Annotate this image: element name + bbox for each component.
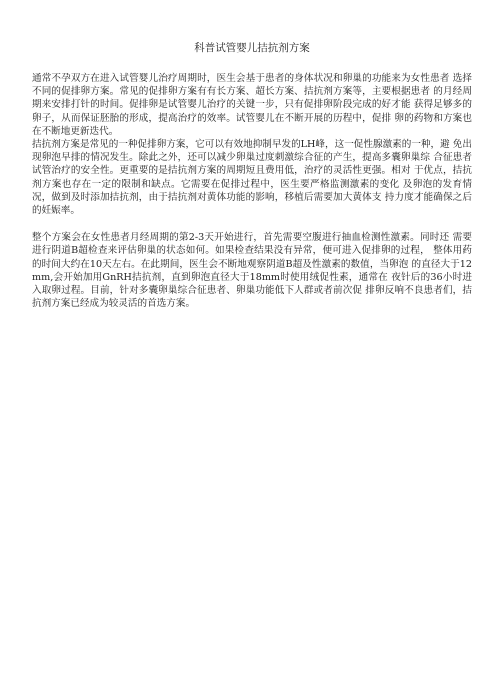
paragraph-1: 通常不孕双方在进入试管婴儿治疗周期时，医生会基于患者的身体状况和卵巢的功能来为女性患者 选择不同的促排卵方案。常见的促排卵方案有有长方案、超长方案、拮抗剂方案等，主要根据患者 的月经周期来安排打针的时间。促排卵是试管婴儿治疗的关键一步，只有促排卵阶段完成的好才能 获得足够多的卵子，从而保证胚胎的形成，提高治疗的效率。试管婴儿在不断开展的历程中，促排 卵的药物和方案也在不断地更新迭代。: [32, 73, 472, 137]
paragraph-spacer: [32, 217, 472, 231]
document-title: 科普试管婴儿拮抗剂方案: [194, 42, 310, 54]
paragraph-3: 整个方案会在女性患者月经周期的第2-3天开始进行，首先需要空腹进行抽血检测性激素。同时还 需要进行阴道B超检查来评估卵巢的状态如何。如果检查结果没有异常，便可进入促排卵的过程， 整体用药的时间大约在10天左右。在此期间，医生会不断地观察阴道B超及性激素的数值，当卵泡 的直径大于12mm,会开始加用GnRH拮抗剂，直到卵泡直径大于18mm时使用绒促性素，通常在 夜针后的36小时进入取卵过程。目前，针对多囊卵巢综合征患者、卵巢功能低下人群或者前次促 排卵反响不良患者们，拮抗剂方案已经成为较灵活的首选方案。: [32, 232, 472, 310]
paragraph-2: 拮抗剂方案是常见的一种促排卵方案，它可以有效地抑制早发的LH峰，这一促性腺激素的一种，避 免出现卵泡早排的情况发生。除此之外，还可以减少卵巢过度刺激综合征的产生，提高多囊卵巢综 合征患者试管治疗的安全性。更重要的是拮抗剂方案的周期短且费用低，治疗的灵活性更强。相对 于优点，拮抗剂方案也存在一定的限制和缺点。它需要在促排过程中，医生要严格监测激素的变化 及卵泡的发育情况，做到及时添加拮抗剂，由于拮抗剂对黄体功能的影响，移植后需要加大黄体支 持力度才能确保之后的妊娠率。: [32, 139, 472, 217]
